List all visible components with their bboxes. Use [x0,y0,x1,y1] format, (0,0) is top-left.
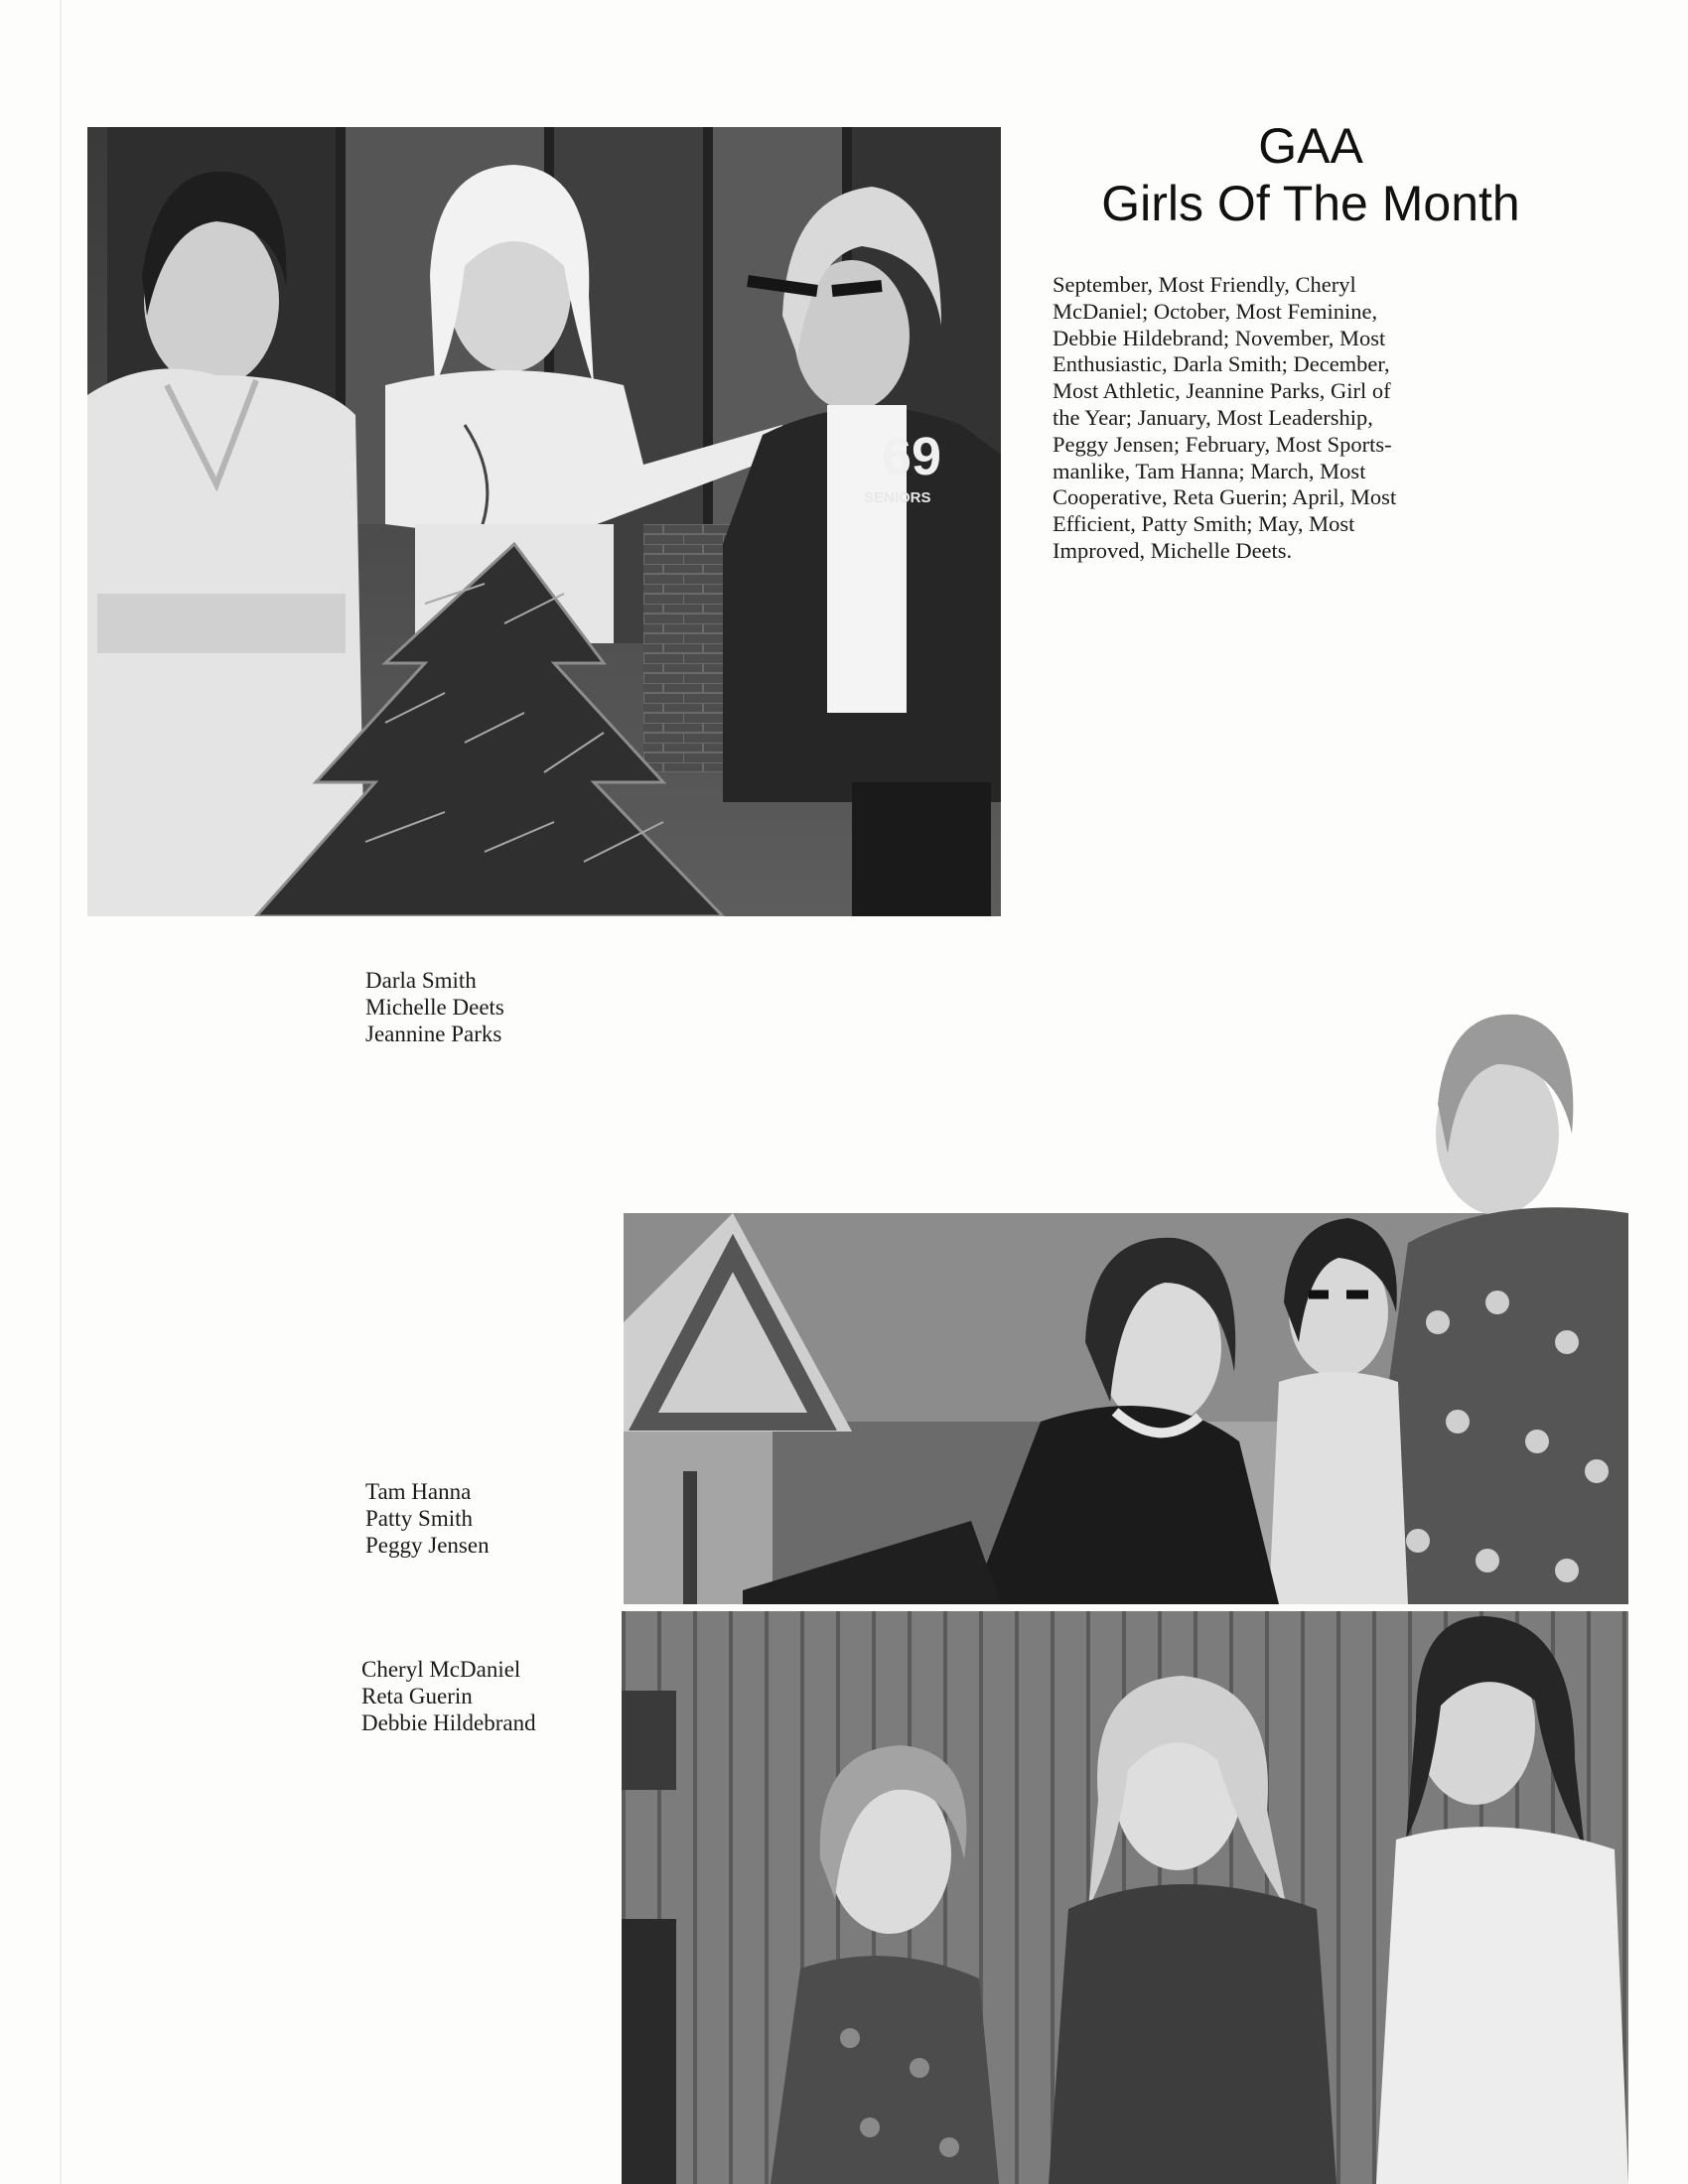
page-edge [60,0,62,2184]
caption-group-1 [365,967,504,1047]
caption-name: Patty Smith [365,1506,473,1531]
caption-name: Peggy Jensen [365,1533,490,1558]
jacket-number: 69 [882,427,942,486]
caption-name: Cheryl McDaniel [361,1657,521,1682]
caption-name: Debbie Hildebrand [361,1710,536,1735]
page-title [1033,117,1589,232]
caption-group-3 [361,1656,536,1736]
caption-name: Reta Guerin [361,1684,473,1708]
caption-group-2 [365,1478,490,1559]
caption-name: Tam Hanna [365,1479,472,1504]
photo-middle-three-girls-seated [624,1005,1628,1604]
photo-top-three-girls-tree [87,127,1001,916]
title-line-2: Girls Of The Month [1101,176,1520,231]
title-line-1: GAA [1258,118,1363,174]
caption-name: Michelle Deets [365,995,504,1020]
body-paragraph: September, Most Friendly, Cheryl McDaniel; October, Most Feminine, Debbie Hildebrand; November, Most Enthusiastic, Darla Smith; December, Most Athletic, Jeannine Parks, Girl of the Year; January, Most Leadership, Peggy Jensen; February, Most Sports- manlike, Tam Hanna; March, Most Cooperative, Reta Guerin; April, Most Efficient, Patty Smith; May, Most Improved, Michelle Deets. [1053,272,1397,563]
jacket-text: SENIORS [864,489,931,506]
photo-bottom-three-girls-wall [622,1611,1628,2184]
caption-name: Darla Smith [365,968,477,993]
caption-name: Jeannine Parks [365,1022,502,1046]
